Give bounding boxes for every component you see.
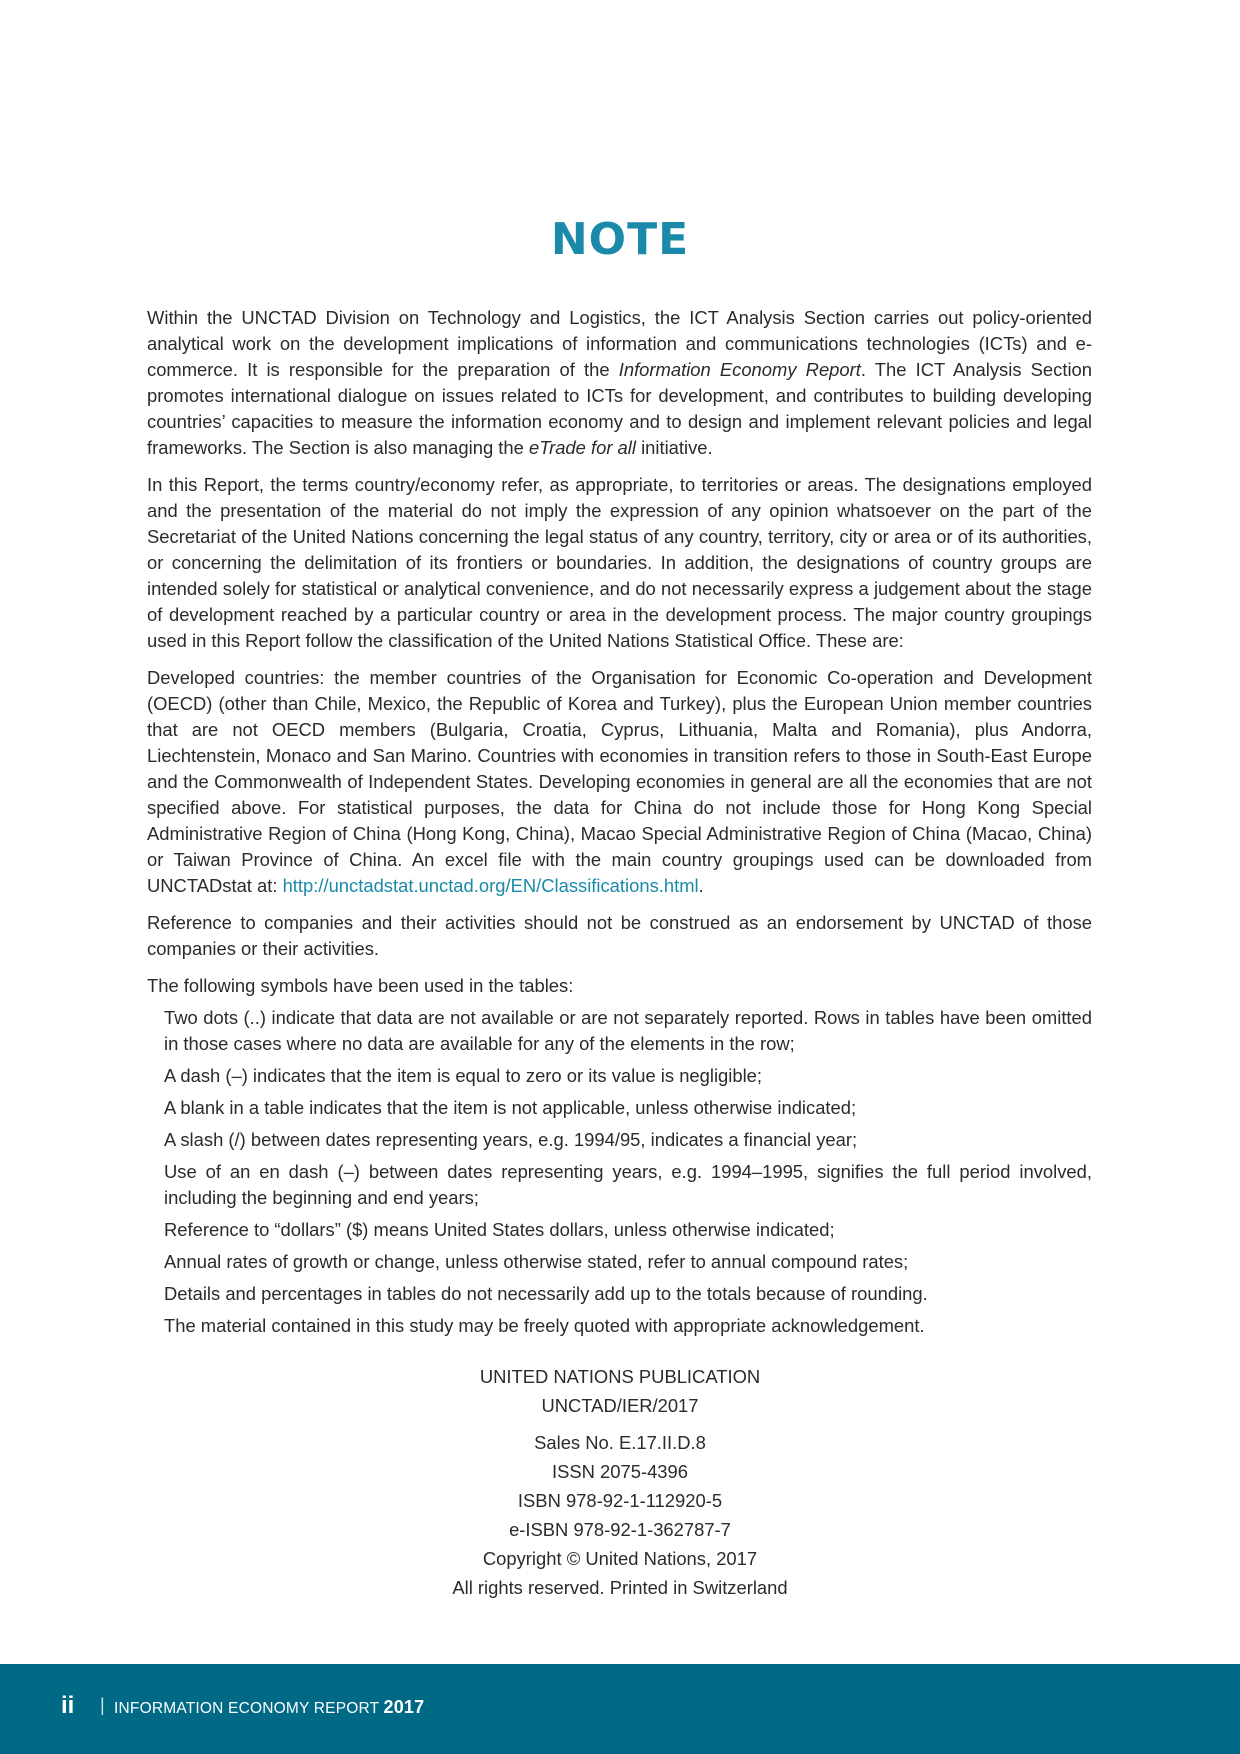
list-item: Details and percentages in tables do not necessarily add up to the totals because of rounding. [164,1283,928,1304]
list-item: Two dots (..) indicate that data are not available or are not separately reported. Rows in tables have been omitted in those cases where no data are available for any of the elements in the row; [164,1007,1092,1054]
symbols-list [164,1005,1092,1339]
report-year: 2017 [383,1697,425,1717]
list-item: A slash (/) between dates representing years, e.g. 1994/95, indicates a financial year; [164,1129,858,1150]
footer-report-title [114,1697,424,1718]
paragraph-symbols-intro: The following symbols have been used in the tables: [147,975,574,996]
e-isbn: e-ISBN 978-92-1-362787-7 [509,1519,731,1540]
copyright: Copyright © United Nations, 2017 [482,1548,758,1569]
rights-statement: All rights reserved. Printed in Switzerland [452,1577,788,1598]
list-item: A blank in a table indicates that the item is not applicable, unless otherwise indicated; [164,1097,857,1118]
etrade-italic: eTrade for all [528,437,636,458]
classifications-link[interactable]: http://unctadstat.unctad.org/EN/Classifications.html [282,875,699,896]
sales-number: Sales No. E.17.II.D.8 [534,1432,706,1453]
publication-label: UNITED NATIONS PUBLICATION [479,1366,761,1387]
page-title: NOTE [550,214,690,265]
p1-text-a: Within the UNCTAD Division on Technology and Logistics, the ICT Analysis Section carries out policy-oriented analytical work on the development implications of information and communications technologies (ICTs) and e-commerce. It is responsible for the preparation of the [147,307,1092,380]
list-item: A dash (–) indicates that the item is equal to zero or its value is negligible; [164,1065,763,1086]
report-name: INFORMATION ECONOMY REPORT [114,1700,384,1717]
p1-text-c: initiative. [635,437,713,458]
p3-text: Developed countries: the member countries of the Organisation for Economic Co-operation and Development (OECD) (other than Chile, Mexico, the Republic of Korea and Turkey), plus the European Union member countries that are not OECD members (Bulgaria, Croatia, Cyprus, Lithuania, Malta and Romania), plus Andorra, Liechtenstein, Monaco and San Marino. Countries with economies in transition refers to those in South-East Europe and the Commonwealth of Independent States. Developing economies in general are all the economies that are not specified above. For statistical purposes, the data for China do not include those for Hong Kong Special Administrative Region of China (Hong Kong, China), Macao Special Administrative Region of China (Macao, China) or Taiwan Province of China. An excel file with the main country groupings used can be downloaded from UNCTADstat at: [147,667,1092,896]
report-title-italic: Information Economy Report [618,359,861,380]
paragraph-ict-section [147,305,1092,461]
p3-end: . [698,875,704,896]
paragraph-companies: Reference to companies and their activities should not be construed as an endorsement by UNCTAD of those companies or their activities. [147,912,1092,959]
page-number: ii [61,1692,75,1719]
list-item: Reference to “dollars” ($) means United States dollars, unless otherwise indicated; [164,1219,835,1240]
note-body [147,305,1092,1345]
list-item: Annual rates of growth or change, unless otherwise stated, refer to annual compound rates; [164,1251,909,1272]
issn: ISSN 2075-4396 [552,1461,688,1482]
document-symbol: UNCTAD/IER/2017 [541,1395,699,1416]
list-item: Use of an en dash (–) between dates representing years, e.g. 1994–1995, signifies the full period involved, including the beginning and end years; [164,1161,1092,1208]
footer-separator: | [100,1695,105,1715]
list-item: The material contained in this study may be freely quoted with appropriate acknowledgement. [164,1315,925,1336]
paragraph-country-groups [147,665,1092,899]
publication-info [0,1362,1240,1602]
isbn: ISBN 978-92-1-112920-5 [517,1490,723,1511]
paragraph-designations: In this Report, the terms country/economy refer, as appropriate, to territories or areas. The designations employed and the presentation of the material do not imply the expression of any opinion whatsoever on the part of the Secretariat of the United Nations concerning the legal status of any country, territory, city or area or of its authorities, or concerning the delimitation of its frontiers or boundaries. In addition, the designations of country groups are intended solely for statistical or analytical convenience, and do not necessarily express a judgement about the stage of development reached by a particular country or area in the development process. The major country groupings used in this Report follow the classification of the United Nations Statistical Office. These are: [147,474,1092,651]
p1-text-b: . The ICT Analysis Section promotes international dialogue on issues related to ICTs for development, and contributes to building developing countries’ capacities to measure the information economy and to design and implement relevant policies and legal frameworks. The Section is also managing the [147,359,1092,458]
page-footer [0,1664,1240,1754]
